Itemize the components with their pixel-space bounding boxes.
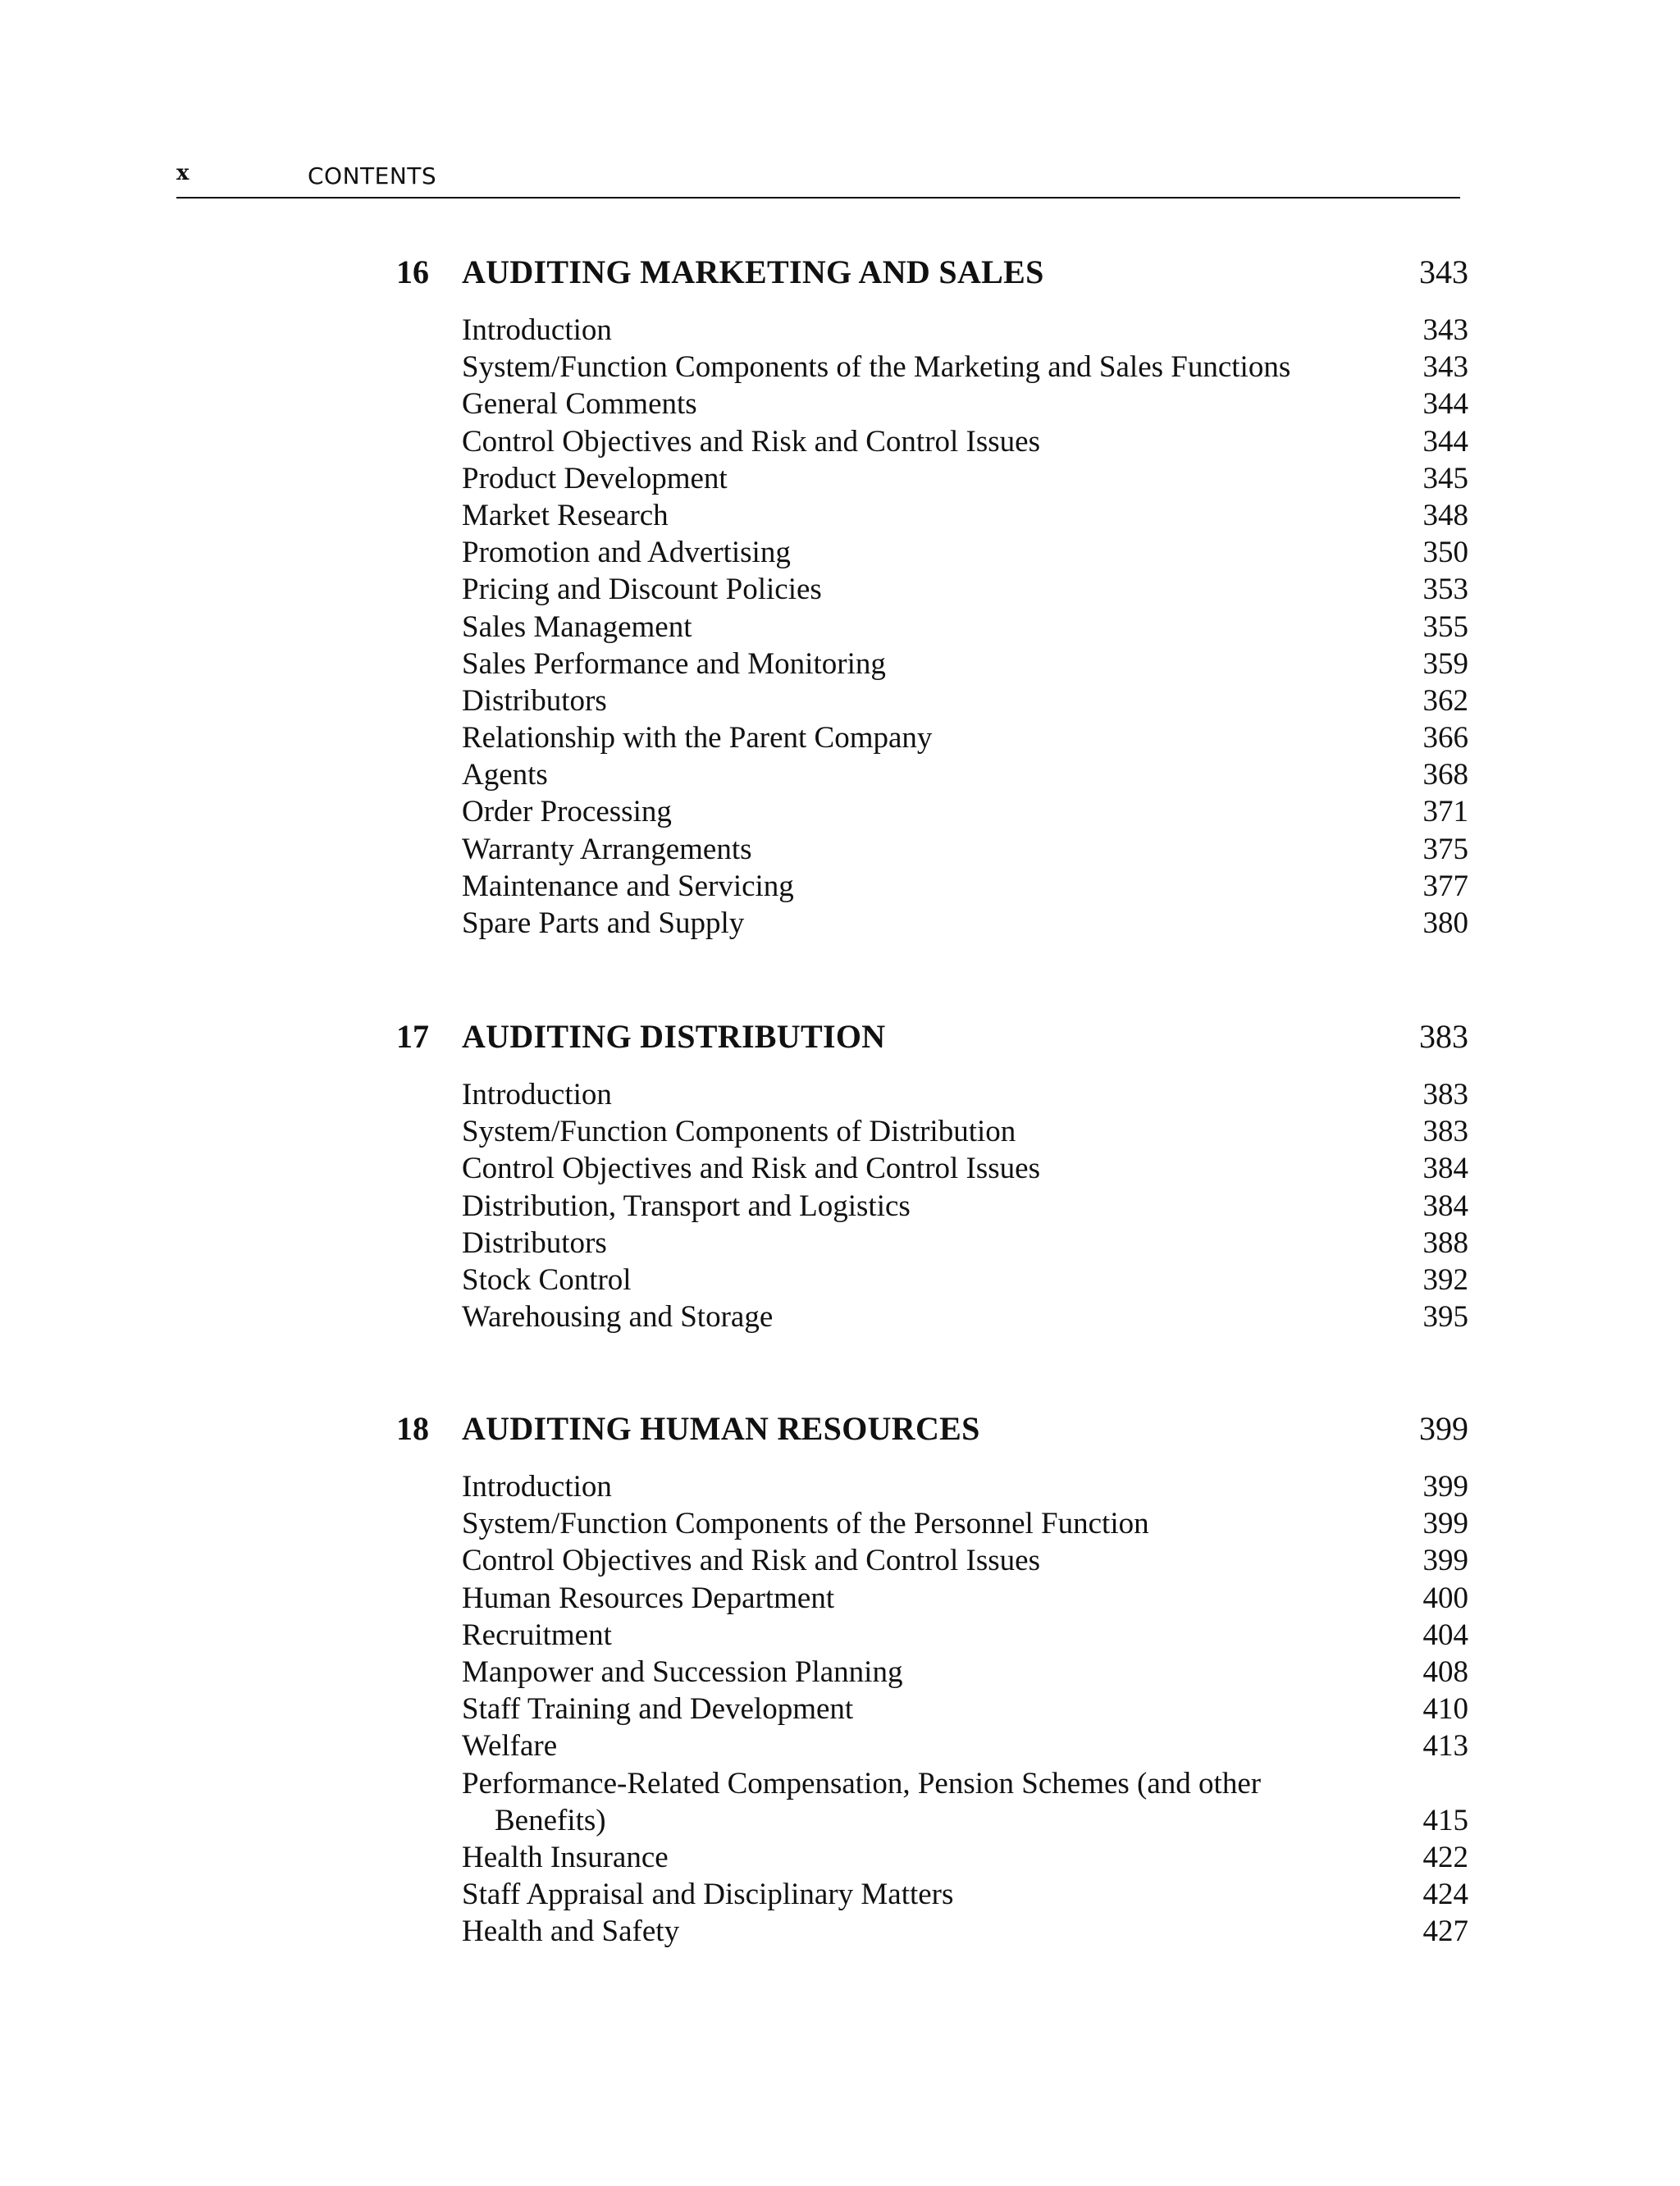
toc-entry <box>0 682 1680 719</box>
entry-title: Sales Performance and Monitoring <box>462 646 886 681</box>
entry-title: Control Objectives and Risk and Control Issues <box>462 1544 1040 1578</box>
entry-page-number: 399 <box>1422 1544 1468 1578</box>
entry-page-number: 399 <box>1422 1507 1468 1541</box>
toc-entry <box>0 756 1680 793</box>
entry-title: System/Function Components of the Marketing and Sales Functions <box>462 350 1291 385</box>
entry-page-number: 408 <box>1422 1654 1468 1689</box>
entry-title: Maintenance and Servicing <box>462 869 794 903</box>
running-header <box>176 161 1460 199</box>
entry-page-number: 350 <box>1422 536 1468 570</box>
toc-entry <box>0 646 1680 682</box>
toc-entry <box>0 793 1680 830</box>
toc-entry <box>0 1691 1680 1727</box>
entry-title: Control Objectives and Risk and Control Issues <box>462 1152 1040 1186</box>
entry-title: Warehousing and Storage <box>462 1300 774 1335</box>
toc-entry <box>0 609 1680 646</box>
toc-entry <box>0 868 1680 905</box>
entry-page-number: 359 <box>1422 646 1468 681</box>
toc-entry <box>0 1876 1680 1913</box>
toc-entry <box>0 423 1680 460</box>
entry-page-number: 410 <box>1422 1692 1468 1727</box>
toc-entry <box>0 1505 1680 1542</box>
toc-entry <box>0 1617 1680 1654</box>
entry-title: System/Function Components of the Personnel Function <box>462 1507 1149 1541</box>
entry-title-line1: Performance-Related Compensation, Pension Schemes (and other <box>462 1766 1262 1800</box>
entry-page-number: 343 <box>1422 313 1468 347</box>
entry-title <box>462 1765 1331 1839</box>
entry-page-number: 368 <box>1422 758 1468 792</box>
toc-entry <box>0 1076 1680 1113</box>
entry-page-number: 384 <box>1422 1152 1468 1186</box>
entry-title: Product Development <box>462 461 728 495</box>
entry-page-number: 422 <box>1422 1840 1468 1874</box>
running-title: CONTENTS <box>308 162 437 189</box>
chapter-heading <box>0 1409 1680 1458</box>
toc-entry <box>0 1150 1680 1187</box>
entry-page-number: 362 <box>1422 683 1468 718</box>
chapter-title: AUDITING DISTRIBUTION <box>462 1018 886 1055</box>
entry-page-number: 377 <box>1422 869 1468 903</box>
entry-title: Spare Parts and Supply <box>462 906 745 940</box>
chapter-18 <box>0 1409 1680 1950</box>
chapter-number: 17 <box>396 1018 429 1055</box>
toc-entry <box>0 1113 1680 1150</box>
entry-page-number: 392 <box>1422 1262 1468 1297</box>
chapter-title: AUDITING MARKETING AND SALES <box>462 253 1044 290</box>
toc-entry <box>0 1262 1680 1298</box>
toc-entry <box>0 571 1680 608</box>
toc-entry <box>0 386 1680 422</box>
toc-entry <box>0 1727 1680 1764</box>
entry-title: Health and Safety <box>462 1914 680 1949</box>
entry-page-number: 345 <box>1422 461 1468 495</box>
entry-title: Order Processing <box>462 795 672 829</box>
entry-page-number: 413 <box>1422 1729 1468 1764</box>
entry-page-number: 388 <box>1422 1225 1468 1260</box>
toc-entry <box>0 1468 1680 1505</box>
toc-entry <box>0 1188 1680 1225</box>
entry-page-number: 343 <box>1422 350 1468 385</box>
entry-title: Health Insurance <box>462 1840 669 1874</box>
entry-title: Distribution, Transport and Logistics <box>462 1189 911 1223</box>
entry-title: Introduction <box>462 313 612 347</box>
entry-page-number: 399 <box>1422 1470 1468 1504</box>
entry-title: Relationship with the Parent Company <box>462 721 933 755</box>
toc-entry <box>0 534 1680 571</box>
chapter-page-number: 383 <box>1419 1018 1468 1055</box>
toc-entry <box>0 905 1680 942</box>
entry-title: Staff Appraisal and Disciplinary Matters <box>462 1878 954 1912</box>
entry-page-number: 380 <box>1422 906 1468 940</box>
entry-title: Introduction <box>462 1078 612 1111</box>
entry-title: Market Research <box>462 498 669 532</box>
entry-page-number: 384 <box>1422 1189 1468 1223</box>
entry-page-number: 424 <box>1422 1878 1468 1912</box>
entry-page-number: 383 <box>1422 1078 1468 1111</box>
chapter-number: 16 <box>396 253 429 290</box>
section-list <box>0 1076 1680 1335</box>
toc-entry <box>0 497 1680 534</box>
entry-page-number: 353 <box>1422 573 1468 607</box>
chapter-page-number: 399 <box>1419 1410 1468 1447</box>
entry-page-number: 344 <box>1422 424 1468 459</box>
entry-page-number: 383 <box>1422 1115 1468 1149</box>
entry-title: Stock Control <box>462 1262 632 1297</box>
entry-title: Agents <box>462 758 548 792</box>
toc-entry <box>0 831 1680 868</box>
entry-page-number: 371 <box>1422 795 1468 829</box>
entry-page-number: 366 <box>1422 721 1468 755</box>
entry-title: Manpower and Succession Planning <box>462 1654 903 1689</box>
entry-title: General Comments <box>462 387 697 422</box>
entry-title: System/Function Components of Distribution <box>462 1115 1016 1149</box>
toc-entry <box>0 1542 1680 1579</box>
entry-title: Distributors <box>462 683 607 718</box>
toc-entry <box>0 1913 1680 1950</box>
section-list <box>0 312 1680 942</box>
entry-page-number: 344 <box>1422 387 1468 422</box>
entry-page-number: 427 <box>1422 1914 1468 1949</box>
entry-title: Control Objectives and Risk and Control Issues <box>462 424 1040 459</box>
chapter-title: AUDITING HUMAN RESOURCES <box>462 1410 980 1447</box>
toc-entry <box>0 1580 1680 1617</box>
entry-title: Warranty Arrangements <box>462 832 752 866</box>
entry-title: Recruitment <box>462 1618 612 1652</box>
toc-entry <box>0 312 1680 349</box>
entry-title: Human Resources Department <box>462 1581 835 1615</box>
entry-page-number: 400 <box>1422 1581 1468 1615</box>
page-folio: x <box>176 161 189 185</box>
entry-page-number: 348 <box>1422 498 1468 532</box>
toc-entry <box>0 1839 1680 1876</box>
toc-entry <box>0 1654 1680 1691</box>
entry-title: Welfare <box>462 1729 558 1764</box>
toc-entry <box>0 1298 1680 1335</box>
entry-page-number: 375 <box>1422 832 1468 866</box>
entry-title: Sales Management <box>462 609 692 644</box>
entry-title-line2: Benefits) <box>495 1803 606 1837</box>
entry-page-number: 404 <box>1422 1618 1468 1652</box>
chapter-heading <box>0 253 1680 302</box>
chapter-16 <box>0 253 1680 942</box>
chapter-page-number: 343 <box>1419 253 1468 290</box>
chapter-number: 18 <box>396 1410 429 1447</box>
chapter-17 <box>0 1017 1680 1335</box>
toc-entry <box>0 460 1680 497</box>
toc-entry <box>0 1225 1680 1262</box>
entry-title: Introduction <box>462 1470 612 1504</box>
section-list <box>0 1468 1680 1950</box>
chapter-heading <box>0 1017 1680 1066</box>
entry-page-number: 355 <box>1422 609 1468 644</box>
entry-page-number: 395 <box>1422 1300 1468 1335</box>
entry-page-number: 415 <box>1422 1803 1468 1837</box>
toc-entry <box>0 719 1680 756</box>
entry-title: Promotion and Advertising <box>462 536 791 570</box>
entry-title: Pricing and Discount Policies <box>462 573 822 607</box>
toc-entry <box>0 349 1680 386</box>
entry-title: Distributors <box>462 1225 607 1260</box>
entry-title: Staff Training and Development <box>462 1692 854 1727</box>
toc-entry <box>0 1765 1680 1839</box>
